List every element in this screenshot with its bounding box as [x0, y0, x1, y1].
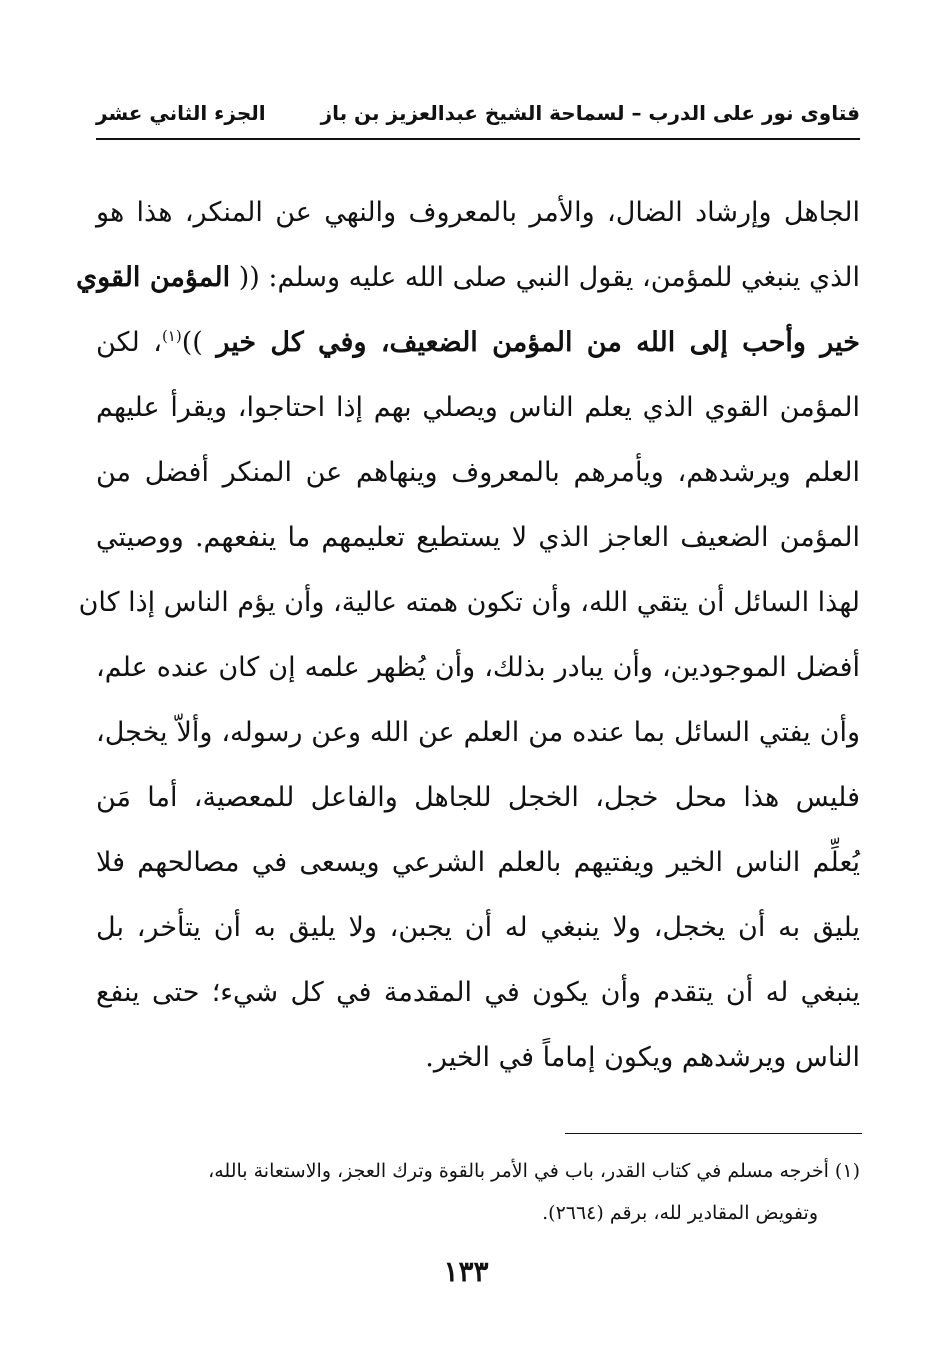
text-line-9: وأن يفتي السائل بما عنده من العلم عن الله وعن رسوله، وألاّ يخجل،	[96, 717, 860, 748]
quote-close: ))	[181, 327, 203, 358]
text-line-13: ينبغي له أن يتقدم وأن يكون في المقدمة في كل شيء؛ حتى ينفع	[96, 977, 860, 1008]
footnote-divider	[565, 1133, 862, 1134]
text-line-2-normal: الذي ينبغي للمؤمن، يقول النبي صلى الله عليه وسلم: ((	[238, 262, 860, 293]
text-line-6: المؤمن الضعيف العاجز الذي لا يستطيع تعليمهم ما ينفعهم. ووصيتي	[96, 522, 860, 553]
hadith-quote-start: المؤمن القوي	[75, 262, 231, 293]
footnote-line-2: وتفويض المقادير لله، برقم (٢٦٦٤).	[542, 1202, 818, 1224]
footnote-line-1: (١) أخرجه مسلم في كتاب القدر، باب في الأمر بالقوة وترك العجز، والاستعانة بالله،	[208, 1160, 860, 1182]
running-header	[96, 96, 860, 130]
page-number: ١٣٣	[443, 1255, 489, 1288]
text-line-11: يُعلِّم الناس الخير ويفتيهم بالعلم الشرعي ويسعى في مصالحهم فلا	[96, 847, 860, 878]
text-line-10: فليس هذا محل خجل، الخجل للجاهل والفاعل للمعصية، أما مَن	[96, 782, 860, 813]
text-line-3-tail: ، لكن	[96, 327, 162, 358]
text-line-2	[75, 245, 860, 310]
header-volume: الجزء الثاني عشر	[96, 101, 266, 125]
text-line-5: العلم ويرشدهم، ويأمرهم بالمعروف وينهاهم عن المنكر أفضل من	[96, 457, 860, 488]
text-line-12: يليق به أن يخجل، ولا ينبغي له أن يجبن، ولا يليق به أن يتأخر، بل	[96, 912, 860, 943]
main-text	[75, 180, 860, 1090]
header-book-title: فتاوى نور على الدرب – لسماحة الشيخ عبدالعزيز بن باز	[320, 101, 860, 125]
text-line-8: أفضل الموجودين، وأن يبادر بذلك، وأن يُظهر علمه إن كان عنده علم،	[96, 652, 860, 683]
footnote-marker[interactable]: (١)	[161, 327, 182, 345]
header-divider	[96, 138, 860, 140]
text-line-3	[96, 310, 860, 375]
footnote	[96, 1150, 860, 1234]
text-line-1: الجاهل وإرشاد الضال، والأمر بالمعروف والنهي عن المنكر، هذا هو	[96, 197, 860, 228]
hadith-quote-end: خير وأحب إلى الله من المؤمن الضعيف، وفي كل خير	[216, 327, 860, 358]
text-line-7: لهذا السائل أن يتقي الله، وأن تكون همته عالية، وأن يؤم الناس إذا كان	[78, 587, 860, 618]
text-line-14: الناس ويرشدهم ويكون إماماً في الخير.	[425, 1042, 860, 1073]
text-line-4: المؤمن القوي الذي يعلم الناس ويصلي بهم إذا احتاجوا، ويقرأ عليهم	[96, 392, 860, 423]
